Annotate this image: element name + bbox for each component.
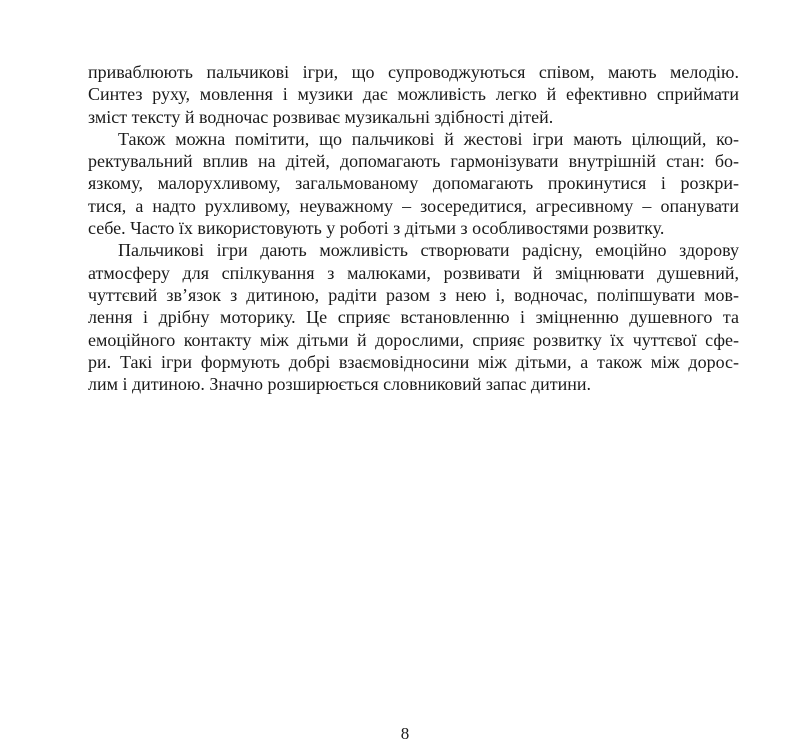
text-line: язкому, малорухливому, загальмованому допомагають прокинутися і розкри- [88, 173, 739, 194]
body-text [88, 61, 739, 395]
text-line: приваблюють пальчикові ігри, що супроводжуються співом, мають мелодію. [88, 62, 739, 82]
text-line: ректувальний вплив на дітей, допомагають гармонізувати внутрішній стан: бо- [88, 151, 739, 172]
text-line: лення і дрібну моторику. Це сприяє встановленню і зміцненню душевного та [88, 307, 739, 328]
text-line: себе. Часто їх використовують у роботі з дітьми з особливостями розвитку. [88, 218, 665, 239]
paragraph [88, 239, 739, 395]
text-line: чуттєвий зв’язок з дитиною, радіти разом з нею і, водночас, поліпшувати мов- [88, 284, 739, 305]
text-line: емоційного контакту між дітьми й дорослими, сприяє розвитку їх чуттєвої сфе- [88, 329, 739, 350]
text-line: тися, а надто рухливому, неуважному – зосередитися, агресивному – опанувати [88, 195, 739, 216]
text-line: атмосферу для спілкування з малюками, розвивати й зміцнювати душевний, [88, 262, 739, 283]
text-line: ри. Такі ігри формують добрі взаємовідносини між дітьми, а також між дорос- [88, 351, 739, 372]
text-line: зміст тексту й водночас розвиває музикальні здібності дітей. [88, 106, 554, 127]
text-line: Синтез руху, мовлення і музики дає можливість легко й ефективно сприймати [88, 84, 739, 105]
paragraph [88, 128, 739, 239]
text-line: Пальчикові ігри дають можливість створювати радісну, емоційно здорову [118, 240, 739, 261]
paragraph [88, 61, 739, 128]
text-line: лим і дитиною. Значно розширюється словниковий запас дитини. [88, 374, 591, 395]
page-number: 8 [400, 724, 410, 743]
text-line: Також можна помітити, що пальчикові й жестові ігри мають цілющий, ко- [118, 128, 739, 149]
